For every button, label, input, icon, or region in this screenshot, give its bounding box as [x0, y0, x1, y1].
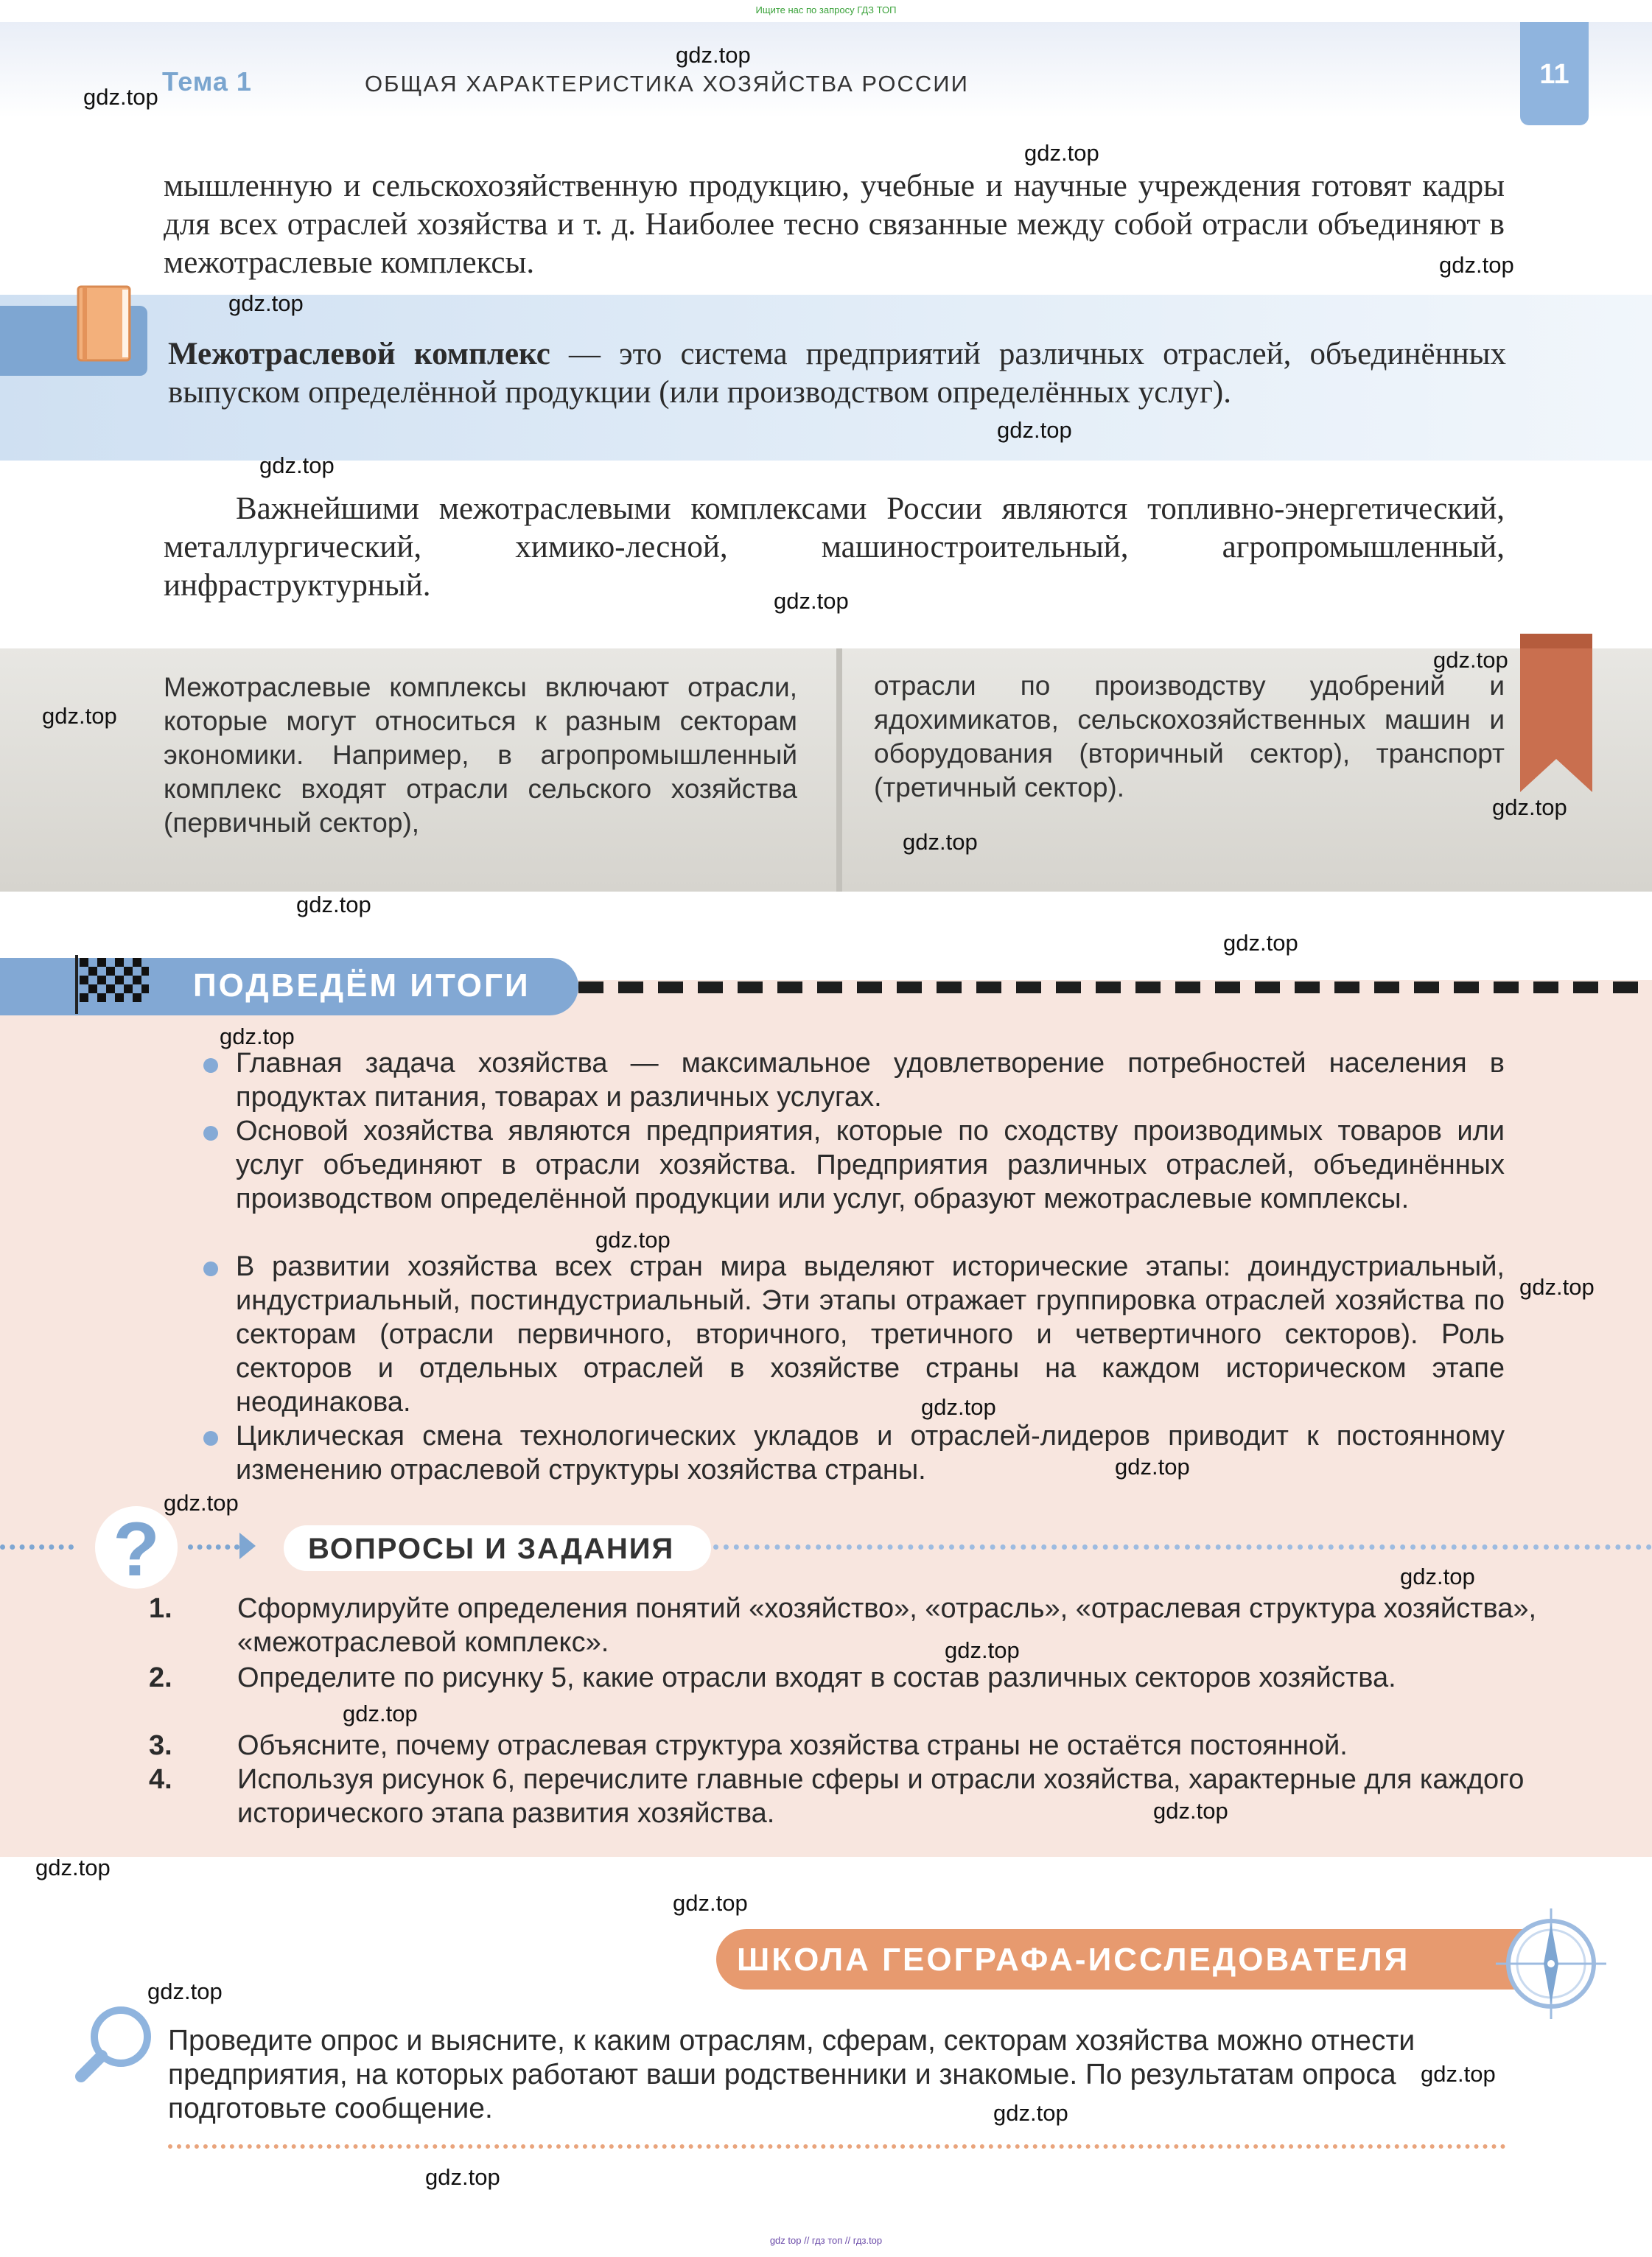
watermark: gdz.top	[83, 84, 158, 110]
question-number: 1.	[149, 1593, 172, 1624]
watermark: gdz.top	[903, 829, 978, 855]
question-item-2	[149, 1661, 1549, 1695]
book-icon	[74, 284, 134, 363]
compass-icon	[1488, 1901, 1614, 2026]
definition-term: Межотраслевой комплекс	[168, 337, 550, 371]
watermark: gdz.top	[1024, 140, 1099, 166]
note-right-column: отрасли по производству удобрений и ядохимикатов, сельскохозяйственных машин и оборудования (вторичный сектор), транспорт (третичный сектор).	[874, 671, 1505, 802]
svg-text:?: ?	[113, 1507, 160, 1592]
questions-heading: ВОПРОСЫ И ЗАДАНИЯ	[308, 1533, 675, 1565]
magnifier-icon	[74, 2004, 155, 2085]
watermark: gdz.top	[1519, 1274, 1595, 1300]
watermark: gdz.top	[147, 1978, 223, 2004]
watermark: gdz.top	[774, 588, 849, 614]
questions-arrow-icon	[239, 1533, 256, 1559]
summary-item-1: Главная задача хозяйства — максимальное удовлетворение потребностей населения в продуктах питания, товарах и различных услугах.	[236, 1048, 1505, 1113]
watermark: gdz.top	[296, 892, 371, 917]
watermark: gdz.top	[425, 2164, 500, 2190]
chapter-title: ОБЩАЯ ХАРАКТЕРИСТИКА ХОЗЯЙСТВА РОССИИ	[365, 71, 969, 97]
top-search-hint: Ищите нас по запросу ГДЗ ТОП	[755, 4, 897, 15]
summary-bullet	[203, 1431, 218, 1446]
watermark: gdz.top	[1115, 1454, 1190, 1480]
watermark: gdz.top	[343, 1701, 418, 1726]
watermark: gdz.top	[997, 417, 1072, 443]
watermark: gdz.top	[228, 290, 304, 316]
summary-dashed-line	[578, 979, 1652, 995]
question-number: 3.	[149, 1730, 172, 1761]
question-text: Объясните, почему отраслевая структура хозяйства страны не остаётся постоянной.	[237, 1730, 1348, 1761]
question-item-1	[149, 1592, 1549, 1659]
definition-body: — это система предприятий различных отраслей, объединённых выпуском определённой продукции (или производством определённых услуг).	[168, 337, 1506, 410]
definition-text	[168, 335, 1506, 412]
question-item-3	[149, 1729, 1549, 1763]
watermark: gdz.top	[35, 1855, 111, 1880]
questions-dots-right	[713, 1544, 1652, 1550]
watermark: gdz.top	[1439, 252, 1514, 278]
complexes-paragraph: Важнейшими межотраслевыми комплексами России являются топливно-энергетический, металлургический, химико-лесной, машиностроительный, агропромышленный, инфраструктурный.	[164, 491, 1505, 603]
watermark: gdz.top	[1223, 930, 1298, 956]
questions-dots-mid	[188, 1544, 239, 1550]
topic-label: Тема 1	[162, 66, 252, 97]
summary-bullet	[203, 1126, 218, 1141]
summary-heading: ПОДВЕДЁМ ИТОГИ	[193, 967, 531, 1004]
note-left-column: Межотраслевые комплексы включают отрасли, которые могут относиться к разным секторам экономики. Например, в агропромышленный комплекс входят отрасли сельского хозяйства (первичный сектор),	[164, 672, 797, 838]
question-text: Используя рисунок 6, перечислите главные сферы и отрасли хозяйства, характерные для каждого исторического этапа развития хозяйства.	[237, 1764, 1525, 1829]
watermark: gdz.top	[595, 1227, 671, 1253]
question-text: Определите по рисунку 5, какие отрасли входят в состав различных секторов хозяйства.	[237, 1662, 1396, 1693]
summary-item-3: В развитии хозяйства всех стран мира выделяют исторические этапы: доиндустриальный, индустриальный, постиндустриальный. Эти этапы отражает группировка отраслей хозяйства по секторам (отрасли первичного, вторичного, третичного и четвертичного секторов). Роль секторов и отдельных отраслей в хозяйстве страны на каждом историческом этапе неодинакова.	[236, 1251, 1505, 1418]
school-heading: ШКОЛА ГЕОГРАФА-ИССЛЕДОВАТЕЛЯ	[737, 1942, 1410, 1978]
watermark: gdz.top	[164, 1490, 239, 1516]
watermark: gdz.top	[993, 2100, 1068, 2126]
checkered-flag-icon	[75, 955, 149, 1014]
school-dots	[168, 2144, 1506, 2149]
watermark: gdz.top	[921, 1394, 996, 1420]
question-item-4	[149, 1763, 1549, 1830]
watermark: gdz.top	[1433, 647, 1508, 673]
watermark: gdz.top	[259, 452, 335, 478]
summary-item-4: Циклическая смена технологических укладов и отраслей-лидеров приводит к постоянному изменению отраслевой структуры хозяйства страны.	[236, 1421, 1505, 1486]
question-number: 4.	[149, 1764, 172, 1795]
watermark: gdz.top	[1400, 1564, 1475, 1589]
note-divider	[836, 648, 842, 892]
watermark: gdz.top	[220, 1023, 295, 1049]
watermark: gdz.top	[945, 1637, 1020, 1663]
footer-watermark: gdz top // гдз топ // гдз.top	[769, 2235, 883, 2246]
question-text: Сформулируйте определения понятий «хозяйство», «отрасль», «отраслевая структура хозяйства», «межотраслевой комплекс».	[237, 1593, 1537, 1658]
watermark: gdz.top	[1153, 1798, 1228, 1824]
summary-bullet	[203, 1262, 218, 1276]
questions-dots-left	[0, 1544, 74, 1550]
watermark: gdz.top	[673, 1890, 748, 1916]
watermark: gdz.top	[676, 42, 751, 68]
watermark: gdz.top	[1492, 794, 1567, 820]
ribbon-bookmark-icon	[1520, 634, 1592, 792]
summary-item-2: Основой хозяйства являются предприятия, которые по сходству производимых товаров или услуг объединяют в отрасли хозяйства. Предприятия различных отраслей, объединённых производством определённой продукции или услуг, образуют межотраслевые комплексы.	[236, 1116, 1505, 1214]
school-task-text: Проведите опрос и выясните, к каким отраслям, сферам, секторам хозяйства можно отнести предприятия, на которых работают ваши родственники и знакомые. По результатам опроса подготовьте сообщение.	[168, 2025, 1415, 2124]
watermark: gdz.top	[42, 703, 117, 729]
page-number: 11	[1539, 59, 1569, 90]
question-number: 2.	[149, 1662, 172, 1693]
watermark: gdz.top	[1421, 2061, 1496, 2087]
summary-bullet	[203, 1058, 218, 1073]
intro-paragraph: мышленную и сельскохозяйственную продукцию, учебные и научные учреждения готовят кадры для всех отраслей хозяйства и т. д. Наиболее тесно связанные между собой отрасли объединяют в межотраслевые комплексы.	[164, 169, 1505, 280]
question-mark-icon	[92, 1503, 181, 1592]
